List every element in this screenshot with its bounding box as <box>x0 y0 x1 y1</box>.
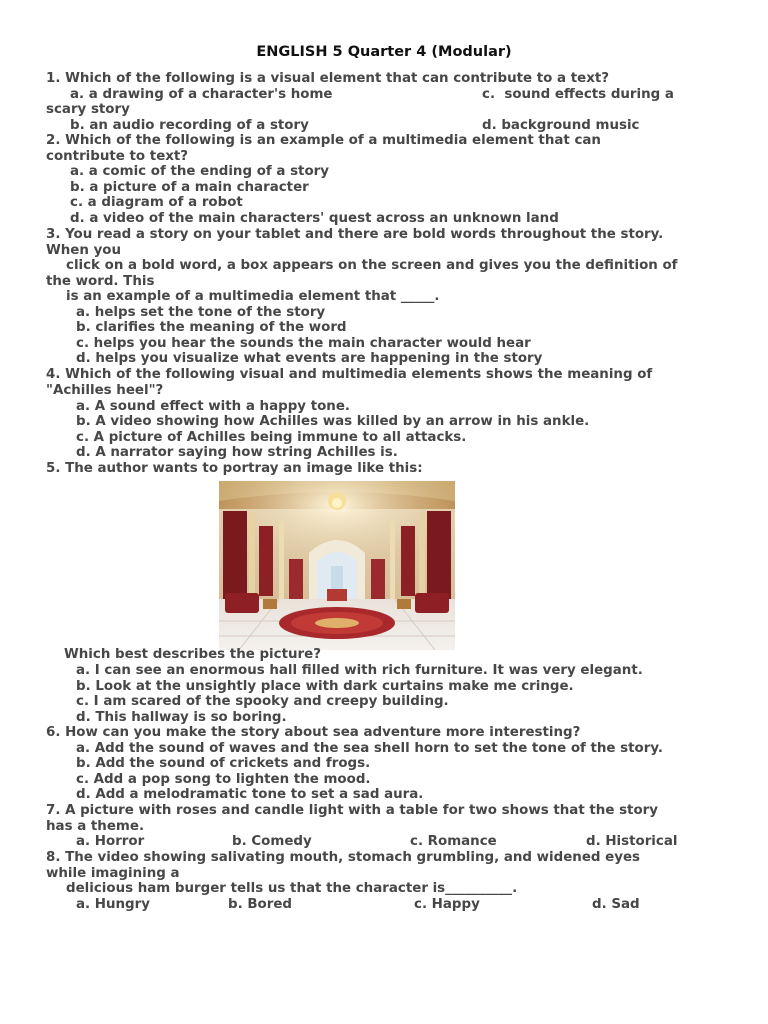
q1-option-b: b. an audio recording of a story <box>70 117 309 133</box>
question-3-stem-cont-4: is an example of a multimedia element that _____. <box>66 289 440 304</box>
q8-option-a: a. Hungry <box>76 896 150 912</box>
q8-option-c: c. Happy <box>414 896 480 912</box>
question-3-stem-cont-2: click on a bold word, a box appears on the screen and gives you the definition of <box>66 258 678 273</box>
q5-option-a: a. I can see an enormous hall filled with rich furniture. It was very elegant. <box>76 663 643 678</box>
q2-option-b: b. a picture of a main character <box>70 179 309 195</box>
q4-option-b: b. A video showing how Achilles was killed by an arrow in his ankle. <box>76 414 590 429</box>
q5-option-d: d. This hallway is so boring. <box>76 709 287 725</box>
q7-option-d: d. Historical <box>586 834 678 849</box>
q2-option-a: a. a comic of the ending of a story <box>70 164 329 179</box>
question-5-prompt: Which best describes the picture? <box>64 647 321 662</box>
question-3-stem: 3. You read a story on your tablet and there are bold words throughout the story. <box>46 227 664 242</box>
q6-option-d: d. Add a melodramatic tone to set a sad aura. <box>76 787 424 802</box>
q6-option-c: c. Add a pop song to lighten the mood. <box>76 771 371 787</box>
q3-option-b: b. clarifies the meaning of the word <box>76 320 347 335</box>
q2-option-d: d. a video of the main characters' quest across an unknown land <box>70 210 559 226</box>
q8-option-d: d. Sad <box>592 896 640 912</box>
question-3-stem-cont-1: When you <box>46 242 122 258</box>
question-1-stem: 1. Which of the following is a visual element that can contribute to a text? <box>46 71 609 86</box>
question-8-stem-cont-1: while imagining a <box>46 865 180 881</box>
q5-option-b: b. Look at the unsightly place with dark curtains make me cringe. <box>76 678 574 694</box>
question-8-stem-cont-2: delicious ham burger tells us that the character is__________. <box>66 881 518 896</box>
question-3-stem-cont-3: the word. This <box>46 273 155 289</box>
question-4-stem: 4. Which of the following visual and multimedia elements shows the meaning of <box>46 367 653 382</box>
q1-option-a: a. a drawing of a character's home <box>70 86 333 102</box>
q1-option-c-cont: scary story <box>46 102 130 117</box>
q6-option-b: b. Add the sound of crickets and frogs. <box>76 756 371 771</box>
q1-option-c: c. sound effects during a <box>482 86 674 102</box>
q2-option-c: c. a diagram of a robot <box>70 195 243 210</box>
palace-hall-image <box>219 481 455 650</box>
q4-option-c: c. A picture of Achilles being immune to all attacks. <box>76 429 467 445</box>
q4-option-d: d. A narrator saying how string Achilles is. <box>76 445 398 460</box>
q5-option-c: c. I am scared of the spooky and creepy building. <box>76 694 449 709</box>
question-6-stem: 6. How can you make the story about sea adventure more interesting? <box>46 725 581 740</box>
q1-option-d: d. background music <box>482 117 640 133</box>
q3-option-a: a. helps set the tone of the story <box>76 304 326 320</box>
q8-option-b: b. Bored <box>228 896 293 912</box>
q3-option-c: c. helps you hear the sounds the main character would hear <box>76 335 531 351</box>
question-4-stem-cont: "Achilles heel"? <box>46 382 164 398</box>
question-5-stem: 5. The author wants to portray an image like this: <box>46 460 423 476</box>
question-8-stem: 8. The video showing salivating mouth, stomach grumbling, and widened eyes <box>46 850 641 865</box>
q3-option-d: d. helps you visualize what events are happening in the story <box>76 351 543 366</box>
question-7-stem-cont: has a theme. <box>46 818 145 834</box>
q7-option-a: a. Horror <box>76 834 145 849</box>
question-7-stem: 7. A picture with roses and candle light with a table for two shows that the story <box>46 803 658 818</box>
q4-option-a: a. A sound effect with a happy tone. <box>76 398 350 414</box>
question-2-stem-cont: contribute to text? <box>46 148 189 164</box>
page-title: ENGLISH 5 Quarter 4 (Modular) <box>256 44 512 60</box>
q7-option-c: c. Romance <box>410 834 497 849</box>
q7-option-b: b. Comedy <box>232 834 312 849</box>
q6-option-a: a. Add the sound of waves and the sea shell horn to set the tone of the story. <box>76 740 663 756</box>
question-2-stem: 2. Which of the following is an example of a multimedia element that can <box>46 133 601 148</box>
